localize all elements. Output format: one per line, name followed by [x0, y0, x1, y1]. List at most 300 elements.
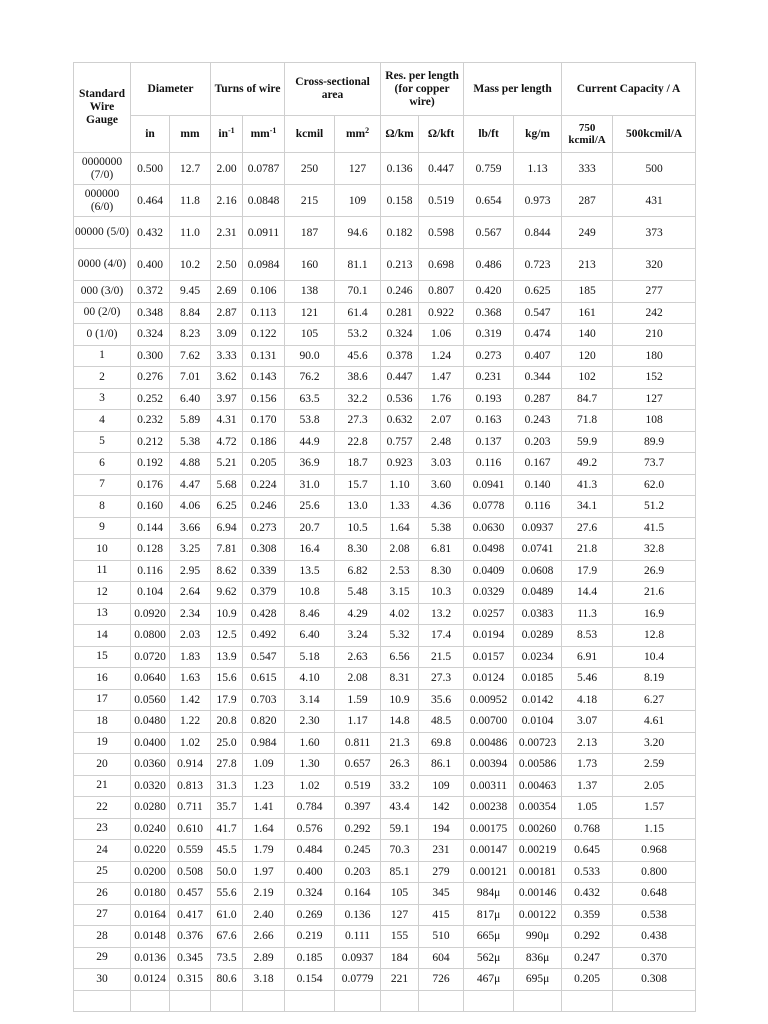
value-cell: 3.25 — [170, 539, 211, 561]
value-cell: 32.2 — [335, 388, 381, 410]
value-cell: 5.38 — [419, 517, 464, 539]
value-cell: 1.23 — [243, 775, 285, 797]
value-cell: 3.66 — [170, 517, 211, 539]
table-row — [74, 904, 696, 926]
value-cell: 0.111 — [335, 926, 381, 948]
value-cell: 2.48 — [419, 431, 464, 453]
value-cell: 249 — [562, 217, 613, 249]
value-cell: 0.339 — [243, 560, 285, 582]
value-cell: 0.0787 — [243, 153, 285, 185]
value-cell: 0.0920 — [131, 603, 170, 625]
table-body — [74, 153, 696, 1012]
value-cell: 8.84 — [170, 302, 211, 324]
gauge-cell: 11 — [74, 560, 131, 582]
value-cell: 4.47 — [170, 474, 211, 496]
table-row — [74, 969, 696, 991]
value-cell: 0.308 — [243, 539, 285, 561]
value-cell: 85.1 — [381, 861, 419, 883]
value-cell: 0.813 — [170, 775, 211, 797]
value-cell: 26.9 — [613, 560, 696, 582]
value-cell: 9.62 — [211, 582, 243, 604]
value-cell: 6.91 — [562, 646, 613, 668]
value-cell: 16.9 — [613, 603, 696, 625]
gauge-cell: 1 — [74, 345, 131, 367]
value-cell: 2.59 — [613, 754, 696, 776]
value-cell: 0.205 — [243, 453, 285, 475]
value-cell: 2.16 — [211, 185, 243, 217]
value-cell: 3.33 — [211, 345, 243, 367]
value-cell: 0.273 — [464, 345, 514, 367]
value-cell: 0.711 — [170, 797, 211, 819]
value-cell: 0.0984 — [243, 249, 285, 281]
value-cell: 2.63 — [335, 646, 381, 668]
value-cell: 0.144 — [131, 517, 170, 539]
gauge-cell: 17 — [74, 689, 131, 711]
value-cell: 21.3 — [381, 732, 419, 754]
value-cell: 76.2 — [285, 367, 335, 389]
table-row — [74, 281, 696, 303]
value-cell: 0.131 — [243, 345, 285, 367]
value-cell: 0.648 — [613, 883, 696, 905]
value-cell: 320 — [613, 249, 696, 281]
value-cell: 127 — [381, 904, 419, 926]
value-cell: 8.30 — [335, 539, 381, 561]
value-cell: 0.0200 — [131, 861, 170, 883]
value-cell: 21.8 — [562, 539, 613, 561]
gauge-cell: 29 — [74, 947, 131, 969]
value-cell: 84.7 — [562, 388, 613, 410]
gauge-cell: 28 — [74, 926, 131, 948]
value-cell: 138 — [285, 281, 335, 303]
value-cell: 3.07 — [562, 711, 613, 733]
value-cell: 0.205 — [562, 969, 613, 991]
value-cell: 0.519 — [335, 775, 381, 797]
value-cell: 2.53 — [381, 560, 419, 582]
value-cell: 1.06 — [419, 324, 464, 346]
value-cell: 8.62 — [211, 560, 243, 582]
value-cell: 213 — [562, 249, 613, 281]
value-cell: 17.4 — [419, 625, 464, 647]
value-cell: 0.00700 — [464, 711, 514, 733]
unit-in: in — [131, 116, 170, 153]
value-cell: 0.428 — [243, 603, 285, 625]
value-cell: 242 — [613, 302, 696, 324]
gauge-cell: 000 (3/0) — [74, 281, 131, 303]
value-cell: 27.6 — [562, 517, 613, 539]
value-cell: 62.0 — [613, 474, 696, 496]
value-cell: 0.0234 — [514, 646, 562, 668]
value-cell: 0.0320 — [131, 775, 170, 797]
empty-cell — [74, 990, 131, 1012]
value-cell: 0.973 — [514, 185, 562, 217]
value-cell: 0.00394 — [464, 754, 514, 776]
value-cell: 48.5 — [419, 711, 464, 733]
gauge-cell: 19 — [74, 732, 131, 754]
gauge-cell: 22 — [74, 797, 131, 819]
gauge-cell: 9 — [74, 517, 131, 539]
table-row — [74, 668, 696, 690]
value-cell: 5.68 — [211, 474, 243, 496]
value-cell: 20.7 — [285, 517, 335, 539]
table-row — [74, 689, 696, 711]
value-cell: 1.30 — [285, 754, 335, 776]
value-cell: 25.6 — [285, 496, 335, 518]
empty-cell — [243, 990, 285, 1012]
value-cell: 0.368 — [464, 302, 514, 324]
value-cell: 0.968 — [613, 840, 696, 862]
table-row — [74, 711, 696, 733]
value-cell: 0.315 — [170, 969, 211, 991]
table-row — [74, 861, 696, 883]
table-row — [74, 474, 696, 496]
value-cell: 1.60 — [285, 732, 335, 754]
value-cell: 1.24 — [419, 345, 464, 367]
value-cell: 184 — [381, 947, 419, 969]
value-cell: 10.4 — [613, 646, 696, 668]
value-cell: 140 — [562, 324, 613, 346]
value-cell: 1.02 — [285, 775, 335, 797]
value-cell: 2.03 — [170, 625, 211, 647]
value-cell: 0.0937 — [335, 947, 381, 969]
value-cell: 0.370 — [613, 947, 696, 969]
value-cell: 2.64 — [170, 582, 211, 604]
value-cell: 59.1 — [381, 818, 419, 840]
value-cell: 0.400 — [131, 249, 170, 281]
value-cell: 7.01 — [170, 367, 211, 389]
value-cell: 0.00463 — [514, 775, 562, 797]
value-cell: 0.246 — [243, 496, 285, 518]
value-cell: 345 — [419, 883, 464, 905]
value-cell: 0.231 — [464, 367, 514, 389]
gauge-cell: 24 — [74, 840, 131, 862]
table-row — [74, 302, 696, 324]
value-cell: 1.83 — [170, 646, 211, 668]
value-cell: 0.00219 — [514, 840, 562, 862]
value-cell: 161 — [562, 302, 613, 324]
value-cell: 0.137 — [464, 431, 514, 453]
value-cell: 0.128 — [131, 539, 170, 561]
value-cell: 155 — [381, 926, 419, 948]
value-cell: 1.73 — [562, 754, 613, 776]
gauge-cell: 6 — [74, 453, 131, 475]
table-header — [74, 63, 696, 153]
table-row — [74, 539, 696, 561]
value-cell: 0.00147 — [464, 840, 514, 862]
value-cell: 45.5 — [211, 840, 243, 862]
value-cell: 4.88 — [170, 453, 211, 475]
value-cell: 0.0779 — [335, 969, 381, 991]
value-cell: 0.417 — [170, 904, 211, 926]
value-cell: 2.00 — [211, 153, 243, 185]
unit-kcmil: kcmil — [285, 116, 335, 153]
value-cell: 7.81 — [211, 539, 243, 561]
value-cell: 0.0778 — [464, 496, 514, 518]
value-cell: 1.13 — [514, 153, 562, 185]
value-cell: 15.7 — [335, 474, 381, 496]
value-cell: 3.60 — [419, 474, 464, 496]
value-cell: 0.0157 — [464, 646, 514, 668]
value-cell: 6.40 — [285, 625, 335, 647]
value-cell: 3.09 — [211, 324, 243, 346]
value-cell: 0.576 — [285, 818, 335, 840]
value-cell: 0.116 — [131, 560, 170, 582]
value-cell: 0.0498 — [464, 539, 514, 561]
gauge-cell: 5 — [74, 431, 131, 453]
value-cell: 0.00122 — [514, 904, 562, 926]
table-row — [74, 517, 696, 539]
value-cell: 0.140 — [514, 474, 562, 496]
value-cell: 0.0937 — [514, 517, 562, 539]
value-cell: 0.923 — [381, 453, 419, 475]
value-cell: 0.00311 — [464, 775, 514, 797]
value-cell: 0.807 — [419, 281, 464, 303]
value-cell: 0.820 — [243, 711, 285, 733]
gauge-cell: 4 — [74, 410, 131, 432]
gauge-cell: 3 — [74, 388, 131, 410]
value-cell: 3.20 — [613, 732, 696, 754]
value-cell: 0.484 — [285, 840, 335, 862]
value-cell: 105 — [381, 883, 419, 905]
value-cell: 10.3 — [419, 582, 464, 604]
value-cell: 13.5 — [285, 560, 335, 582]
table-row — [74, 797, 696, 819]
value-cell: 0.154 — [285, 969, 335, 991]
value-cell: 0.0911 — [243, 217, 285, 249]
value-cell: 0.00121 — [464, 861, 514, 883]
value-cell: 0.219 — [285, 926, 335, 948]
value-cell: 0.984 — [243, 732, 285, 754]
table-row — [74, 582, 696, 604]
value-cell: 2.66 — [243, 926, 285, 948]
value-cell: 0.784 — [285, 797, 335, 819]
unit-mm-inverse: $mm^{-1}$ — [243, 116, 285, 153]
header-diameter: Diameter — [131, 63, 211, 116]
value-cell: 0.308 — [613, 969, 696, 991]
value-cell: 2.31 — [211, 217, 243, 249]
value-cell: 10.8 — [285, 582, 335, 604]
value-cell: 279 — [419, 861, 464, 883]
value-cell: 41.5 — [613, 517, 696, 539]
value-cell: 0.345 — [170, 947, 211, 969]
value-cell: 21.6 — [613, 582, 696, 604]
value-cell: 12.7 — [170, 153, 211, 185]
value-cell: 0.615 — [243, 668, 285, 690]
value-cell: 5.18 — [285, 646, 335, 668]
value-cell: 80.6 — [211, 969, 243, 991]
value-cell: 73.7 — [613, 453, 696, 475]
value-cell: 1.15 — [613, 818, 696, 840]
gauge-cell: 30 — [74, 969, 131, 991]
value-cell: 0.170 — [243, 410, 285, 432]
value-cell: 4.18 — [562, 689, 613, 711]
value-cell: 0.269 — [285, 904, 335, 926]
value-cell: 108 — [613, 410, 696, 432]
value-cell: 43.4 — [381, 797, 419, 819]
value-cell: 127 — [335, 153, 381, 185]
empty-cell — [514, 990, 562, 1012]
value-cell: 1.02 — [170, 732, 211, 754]
value-cell: 562μ — [464, 947, 514, 969]
value-cell: 31.0 — [285, 474, 335, 496]
unit-in-inverse: $in^{-1}$ — [211, 116, 243, 153]
value-cell: 0.106 — [243, 281, 285, 303]
gauge-cell: 10 — [74, 539, 131, 561]
value-cell: 1.42 — [170, 689, 211, 711]
value-cell: 0.182 — [381, 217, 419, 249]
header-turns: Turns of wire — [211, 63, 285, 116]
value-cell: 12.5 — [211, 625, 243, 647]
value-cell: 3.03 — [419, 453, 464, 475]
gauge-cell: 12 — [74, 582, 131, 604]
value-cell: 0.122 — [243, 324, 285, 346]
value-cell: 221 — [381, 969, 419, 991]
value-cell: 1.47 — [419, 367, 464, 389]
value-cell: 12.8 — [613, 625, 696, 647]
header-gauge: Standard Wire Gauge — [74, 63, 131, 153]
value-cell: 3.18 — [243, 969, 285, 991]
value-cell: 25.0 — [211, 732, 243, 754]
value-cell: 8.31 — [381, 668, 419, 690]
value-cell: 2.13 — [562, 732, 613, 754]
value-cell: 0.0848 — [243, 185, 285, 217]
value-cell: 0.00486 — [464, 732, 514, 754]
value-cell: 0.158 — [381, 185, 419, 217]
value-cell: 8.23 — [170, 324, 211, 346]
value-cell: 187 — [285, 217, 335, 249]
table-row — [74, 754, 696, 776]
value-cell: 1.37 — [562, 775, 613, 797]
wire-gauge-table — [73, 62, 696, 1012]
value-cell: 2.05 — [613, 775, 696, 797]
unit-ohm-per-km: Ω/km — [381, 116, 419, 153]
value-cell: 0.245 — [335, 840, 381, 862]
value-cell: 210 — [613, 324, 696, 346]
value-cell: 152 — [613, 367, 696, 389]
table-row — [74, 818, 696, 840]
value-cell: 4.06 — [170, 496, 211, 518]
value-cell: 0.0630 — [464, 517, 514, 539]
value-cell: 0.0360 — [131, 754, 170, 776]
value-cell: 6.27 — [613, 689, 696, 711]
value-cell: 36.9 — [285, 453, 335, 475]
value-cell: 0.344 — [514, 367, 562, 389]
value-cell: 121 — [285, 302, 335, 324]
header-resistance: Res. per length (for copper wire) — [381, 63, 464, 116]
gauge-cell: 0000 (4/0) — [74, 249, 131, 281]
gauge-cell: 25 — [74, 861, 131, 883]
table-row — [74, 453, 696, 475]
gauge-cell: 2 — [74, 367, 131, 389]
value-cell: 11.3 — [562, 603, 613, 625]
value-cell: 0.192 — [131, 453, 170, 475]
value-cell: 89.9 — [613, 431, 696, 453]
value-cell: 4.72 — [211, 431, 243, 453]
value-cell: 0.00952 — [464, 689, 514, 711]
value-cell: 1.79 — [243, 840, 285, 862]
value-cell: 63.5 — [285, 388, 335, 410]
value-cell: 0.407 — [514, 345, 562, 367]
value-cell: 33.2 — [381, 775, 419, 797]
gauge-cell: 21 — [74, 775, 131, 797]
value-cell: 22.8 — [335, 431, 381, 453]
value-cell: 215 — [285, 185, 335, 217]
value-cell: 0.243 — [514, 410, 562, 432]
gauge-cell: 0 (1/0) — [74, 324, 131, 346]
header-current: Current Capacity / A — [562, 63, 696, 116]
gauge-cell: 20 — [74, 754, 131, 776]
value-cell: 0.610 — [170, 818, 211, 840]
value-cell: 0.376 — [170, 926, 211, 948]
gauge-cell: 13 — [74, 603, 131, 625]
value-cell: 0.457 — [170, 883, 211, 905]
value-cell: 0.0220 — [131, 840, 170, 862]
value-cell: 6.40 — [170, 388, 211, 410]
value-cell: 18.7 — [335, 453, 381, 475]
value-cell: 0.0148 — [131, 926, 170, 948]
value-cell: 0.654 — [464, 185, 514, 217]
value-cell: 4.10 — [285, 668, 335, 690]
value-cell: 0.378 — [381, 345, 419, 367]
value-cell: 102 — [562, 367, 613, 389]
value-cell: 31.3 — [211, 775, 243, 797]
value-cell: 0.632 — [381, 410, 419, 432]
table-row — [74, 560, 696, 582]
value-cell: 2.08 — [335, 668, 381, 690]
value-cell: 67.6 — [211, 926, 243, 948]
gauge-cell: 27 — [74, 904, 131, 926]
value-cell: 27.8 — [211, 754, 243, 776]
value-cell: 194 — [419, 818, 464, 840]
value-cell: 0.0280 — [131, 797, 170, 819]
value-cell: 665μ — [464, 926, 514, 948]
value-cell: 836μ — [514, 947, 562, 969]
value-cell: 4.61 — [613, 711, 696, 733]
value-cell: 0.193 — [464, 388, 514, 410]
value-cell: 0.00238 — [464, 797, 514, 819]
value-cell: 0.276 — [131, 367, 170, 389]
value-cell: 61.4 — [335, 302, 381, 324]
value-cell: 0.348 — [131, 302, 170, 324]
value-cell: 0.811 — [335, 732, 381, 754]
value-cell: 13.0 — [335, 496, 381, 518]
value-cell: 81.1 — [335, 249, 381, 281]
value-cell: 277 — [613, 281, 696, 303]
value-cell: 1.59 — [335, 689, 381, 711]
value-cell: 2.40 — [243, 904, 285, 926]
value-cell: 41.3 — [562, 474, 613, 496]
value-cell: 71.8 — [562, 410, 613, 432]
value-cell: 0.212 — [131, 431, 170, 453]
value-cell: 21.5 — [419, 646, 464, 668]
value-cell: 467μ — [464, 969, 514, 991]
value-cell: 94.6 — [335, 217, 381, 249]
value-cell: 0.567 — [464, 217, 514, 249]
value-cell: 1.17 — [335, 711, 381, 733]
value-cell: 604 — [419, 947, 464, 969]
table-row — [74, 840, 696, 862]
value-cell: 500 — [613, 153, 696, 185]
value-cell: 0.759 — [464, 153, 514, 185]
value-cell: 13.2 — [419, 603, 464, 625]
value-cell: 0.104 — [131, 582, 170, 604]
value-cell: 0.292 — [335, 818, 381, 840]
value-cell: 41.7 — [211, 818, 243, 840]
value-cell: 0.0400 — [131, 732, 170, 754]
empty-cell — [562, 990, 613, 1012]
value-cell: 14.4 — [562, 582, 613, 604]
gauge-cell: 000000 (6/0) — [74, 185, 131, 217]
value-cell: 5.46 — [562, 668, 613, 690]
